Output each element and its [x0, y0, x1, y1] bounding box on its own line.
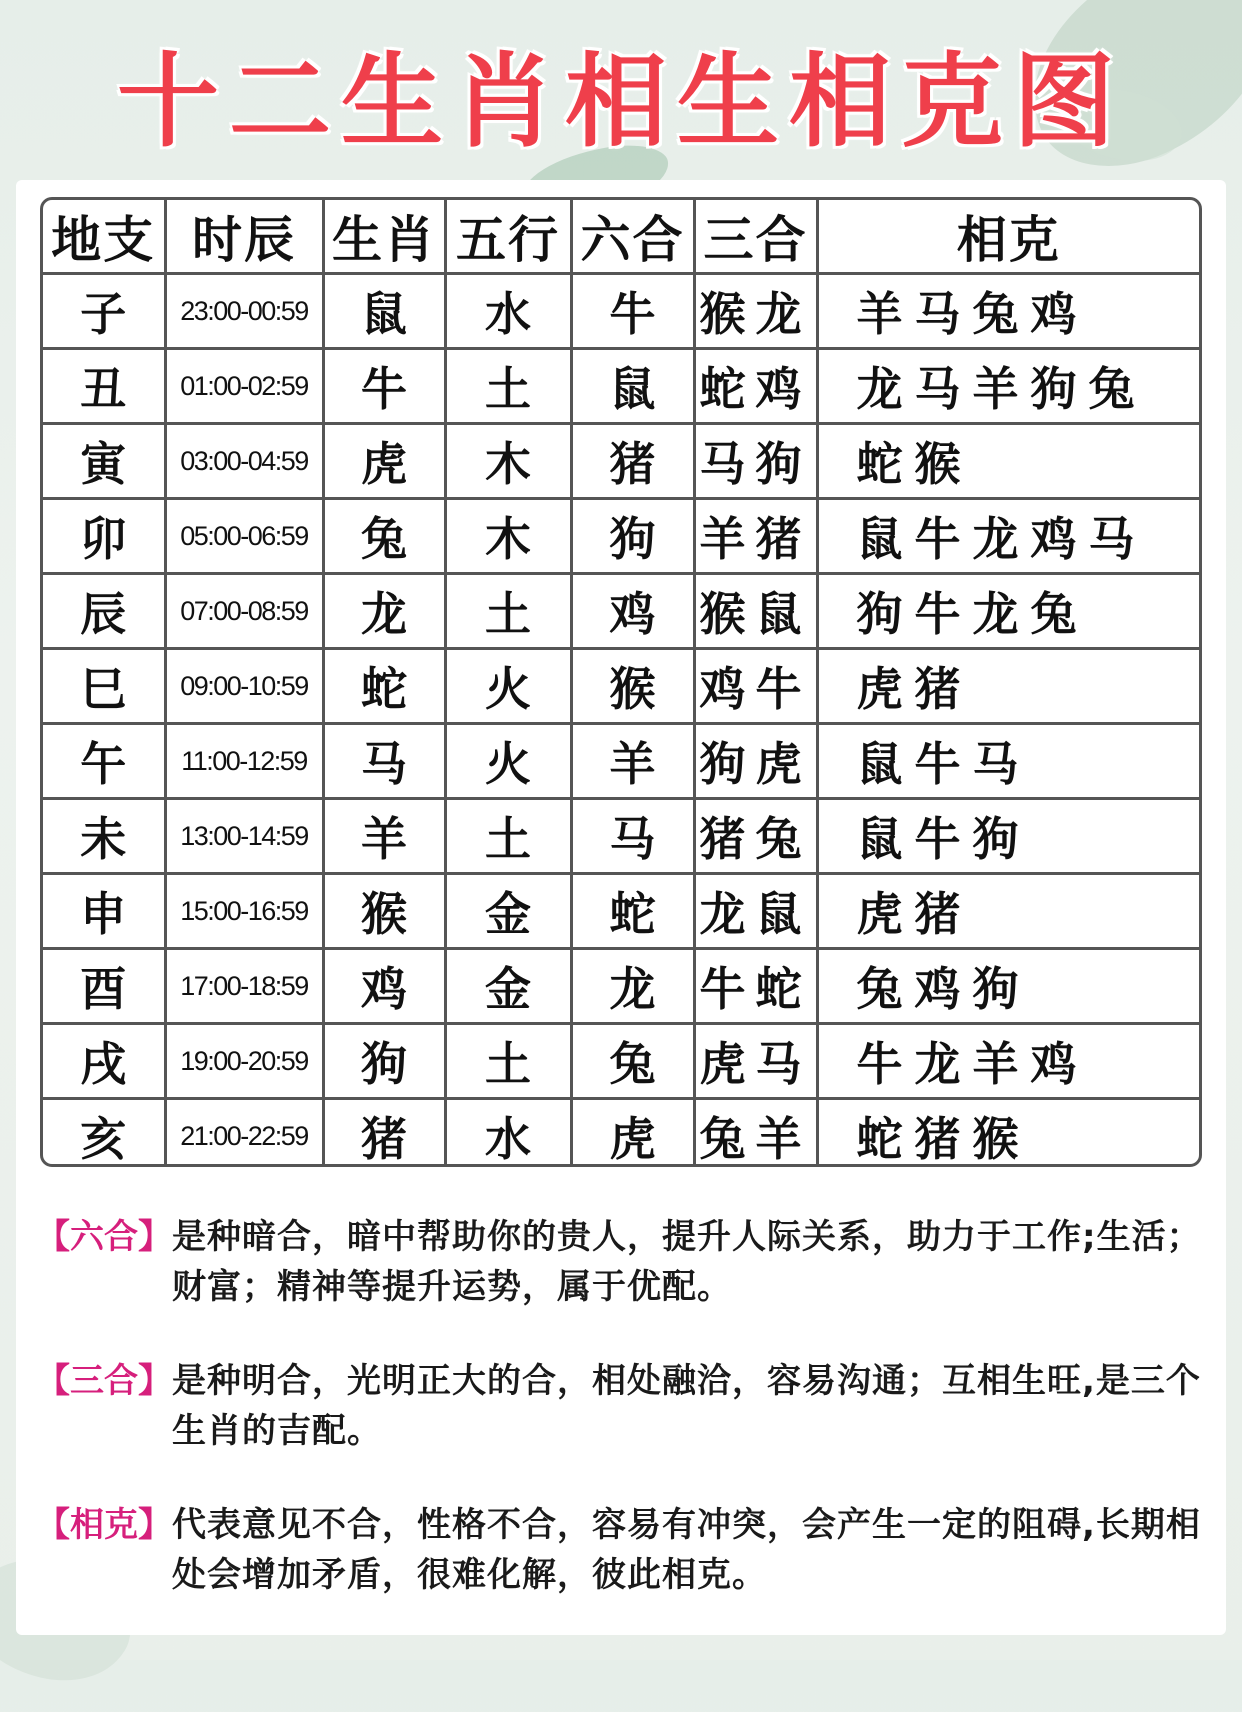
liuhe-cell: 猴	[571, 649, 694, 724]
shichen-cell: 15:00-16:59	[165, 874, 323, 949]
shichen-cell: 19:00-20:59	[165, 1024, 323, 1099]
shengxiao-cell: 羊	[323, 799, 445, 874]
liuhe-cell: 蛇	[571, 874, 694, 949]
sanhe-cell: 虎马	[694, 1024, 817, 1099]
xiangke-cell: 鼠牛马	[817, 724, 1199, 799]
shengxiao-cell: 猴	[323, 874, 445, 949]
liuhe-cell: 虎	[571, 1099, 694, 1168]
sanhe-cell: 牛蛇	[694, 949, 817, 1024]
wuxing-cell: 土	[445, 349, 571, 424]
shengxiao-cell: 鼠	[323, 274, 445, 349]
dizhi-cell: 卯	[43, 499, 165, 574]
sanhe-cell: 猪兔	[694, 799, 817, 874]
header-wuxing: 五行	[445, 200, 571, 274]
liuhe-cell: 鸡	[571, 574, 694, 649]
shichen-cell: 17:00-18:59	[165, 949, 323, 1024]
wuxing-cell: 木	[445, 499, 571, 574]
xiangke-cell: 鼠牛龙鸡马	[817, 499, 1199, 574]
table-row	[43, 274, 1199, 349]
shichen-cell: 01:00-02:59	[165, 349, 323, 424]
liuhe-cell: 鼠	[571, 349, 694, 424]
shichen-cell: 11:00-12:59	[165, 724, 323, 799]
sanhe-cell: 蛇鸡	[694, 349, 817, 424]
table-row	[43, 874, 1199, 949]
table-row	[43, 799, 1199, 874]
dizhi-cell: 申	[43, 874, 165, 949]
table-row	[43, 349, 1199, 424]
shichen-cell: 09:00-10:59	[165, 649, 323, 724]
shengxiao-cell: 鸡	[323, 949, 445, 1024]
shichen-cell: 05:00-06:59	[165, 499, 323, 574]
liuhe-cell: 马	[571, 799, 694, 874]
dizhi-cell: 巳	[43, 649, 165, 724]
note-xiangke	[36, 1500, 1206, 1600]
liuhe-cell: 龙	[571, 949, 694, 1024]
shengxiao-cell: 虎	[323, 424, 445, 499]
note-sanhe	[36, 1356, 1206, 1456]
wuxing-cell: 土	[445, 1024, 571, 1099]
sanhe-cell: 狗虎	[694, 724, 817, 799]
note-label: 【六合】	[36, 1217, 172, 1257]
dizhi-cell: 子	[43, 274, 165, 349]
wuxing-cell: 土	[445, 799, 571, 874]
wuxing-cell: 木	[445, 424, 571, 499]
shengxiao-cell: 蛇	[323, 649, 445, 724]
header-liuhe: 六合	[571, 200, 694, 274]
sanhe-cell: 龙鼠	[694, 874, 817, 949]
shengxiao-cell: 猪	[323, 1099, 445, 1168]
note-text: 代表意见不合，性格不合，容易有冲突，会产生一定的阻碍,长期相处会增加矛盾，很难化解，彼此相克。	[172, 1505, 1201, 1595]
xiangke-cell: 虎猪	[817, 874, 1199, 949]
xiangke-cell: 龙马羊狗兔	[817, 349, 1199, 424]
wuxing-cell: 火	[445, 724, 571, 799]
shichen-cell: 21:00-22:59	[165, 1099, 323, 1168]
xiangke-cell: 虎猪	[817, 649, 1199, 724]
xiangke-cell: 羊马兔鸡	[817, 274, 1199, 349]
sanhe-cell: 猴鼠	[694, 574, 817, 649]
dizhi-cell: 亥	[43, 1099, 165, 1168]
header-shengxiao: 生肖	[323, 200, 445, 274]
wuxing-cell: 金	[445, 949, 571, 1024]
shengxiao-cell: 狗	[323, 1024, 445, 1099]
xiangke-cell: 兔鸡狗	[817, 949, 1199, 1024]
table-row	[43, 949, 1199, 1024]
wuxing-cell: 水	[445, 274, 571, 349]
table-header-row	[43, 200, 1199, 274]
zodiac-table-container	[40, 197, 1202, 1167]
xiangke-cell: 蛇猪猴	[817, 1099, 1199, 1168]
shengxiao-cell: 马	[323, 724, 445, 799]
shengxiao-cell: 兔	[323, 499, 445, 574]
table-row	[43, 649, 1199, 724]
shichen-cell: 07:00-08:59	[165, 574, 323, 649]
liuhe-cell: 羊	[571, 724, 694, 799]
dizhi-cell: 未	[43, 799, 165, 874]
shengxiao-cell: 牛	[323, 349, 445, 424]
sanhe-cell: 兔羊	[694, 1099, 817, 1168]
dizhi-cell: 酉	[43, 949, 165, 1024]
note-text: 是种暗合，暗中帮助你的贵人，提升人际关系，助力于工作;生活；财富；精神等提升运势，属于优配。	[172, 1217, 1202, 1307]
sanhe-cell: 猴龙	[694, 274, 817, 349]
header-shichen: 时辰	[165, 200, 323, 274]
table-row	[43, 424, 1199, 499]
table-row	[43, 499, 1199, 574]
wuxing-cell: 水	[445, 1099, 571, 1168]
xiangke-cell: 牛龙羊鸡	[817, 1024, 1199, 1099]
shichen-cell: 03:00-04:59	[165, 424, 323, 499]
xiangke-cell: 鼠牛狗	[817, 799, 1199, 874]
liuhe-cell: 兔	[571, 1024, 694, 1099]
liuhe-cell: 猪	[571, 424, 694, 499]
dizhi-cell: 午	[43, 724, 165, 799]
note-label: 【相克】	[36, 1505, 172, 1545]
liuhe-cell: 牛	[571, 274, 694, 349]
header-dizhi: 地支	[43, 200, 165, 274]
sanhe-cell: 马狗	[694, 424, 817, 499]
dizhi-cell: 辰	[43, 574, 165, 649]
shichen-cell: 13:00-14:59	[165, 799, 323, 874]
xiangke-cell: 蛇猴	[817, 424, 1199, 499]
shichen-cell: 23:00-00:59	[165, 274, 323, 349]
table-row	[43, 724, 1199, 799]
table-row	[43, 1099, 1199, 1168]
liuhe-cell: 狗	[571, 499, 694, 574]
sanhe-cell: 鸡牛	[694, 649, 817, 724]
note-label: 【三合】	[36, 1361, 172, 1401]
table-row	[43, 574, 1199, 649]
notes-section	[36, 1212, 1206, 1644]
zodiac-table	[43, 200, 1199, 1167]
wuxing-cell: 土	[445, 574, 571, 649]
dizhi-cell: 丑	[43, 349, 165, 424]
page-title: 十二生肖相生相克图	[117, 43, 1125, 162]
wuxing-cell: 火	[445, 649, 571, 724]
dizhi-cell: 戌	[43, 1024, 165, 1099]
shengxiao-cell: 龙	[323, 574, 445, 649]
sanhe-cell: 羊猪	[694, 499, 817, 574]
note-text: 是种明合，光明正大的合，相处融洽，容易沟通；互相生旺,是三个生肖的吉配。	[172, 1361, 1201, 1451]
header-xiangke: 相克	[817, 200, 1199, 274]
dizhi-cell: 寅	[43, 424, 165, 499]
table-row	[43, 1024, 1199, 1099]
wuxing-cell: 金	[445, 874, 571, 949]
header-sanhe: 三合	[694, 200, 817, 274]
xiangke-cell: 狗牛龙兔	[817, 574, 1199, 649]
note-liuhe	[36, 1212, 1206, 1312]
